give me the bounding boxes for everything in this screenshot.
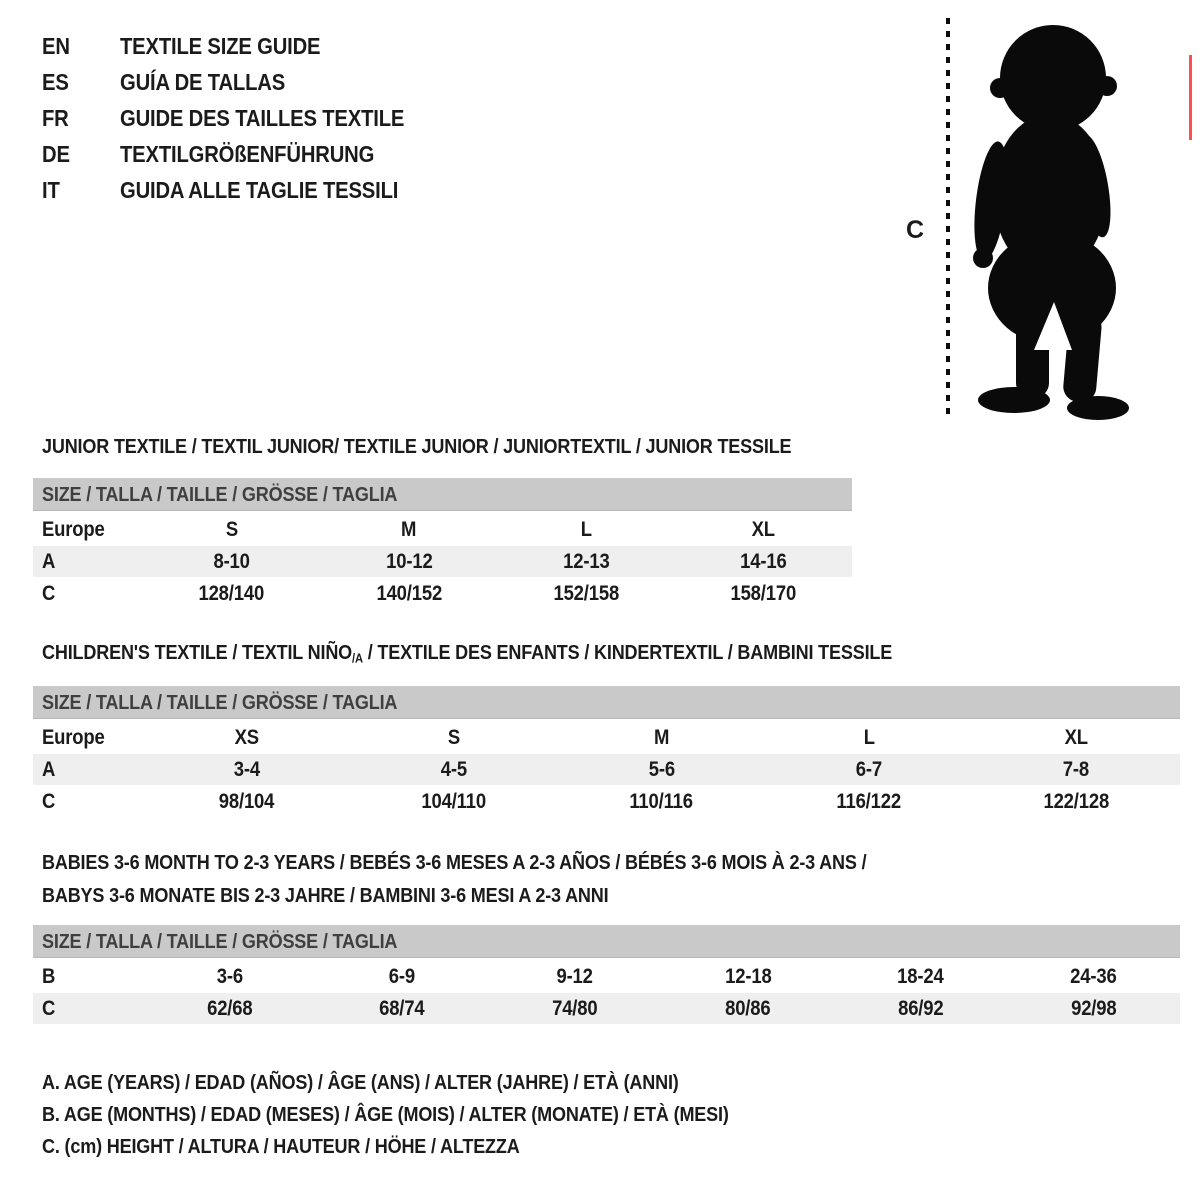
months-cell: 3-6 (216, 964, 243, 988)
age-cell: 12-13 (562, 549, 610, 573)
row-label: C (42, 996, 56, 1020)
language-row-es (42, 64, 443, 100)
guide-title-en: TEXTILE SIZE GUIDE (120, 32, 321, 59)
size-cell: XS (234, 725, 259, 749)
edge-red-line (1189, 55, 1192, 140)
months-cell: 12-18 (724, 964, 772, 988)
language-row-it (42, 172, 443, 208)
table-row-months (33, 961, 1180, 992)
size-header-bar: SIZE / TALLA / TAILLE / GRÖSSE / TAGLIA (33, 925, 1180, 958)
table-row-europe (33, 514, 852, 545)
junior-section-title: JUNIOR TEXTILE / TEXTIL JUNIOR/ TEXTILE JUNIOR / JUNIORTEXTIL / JUNIOR TESSILE (42, 435, 792, 458)
size-cell: M (653, 725, 670, 749)
children-section-title: CHILDREN'S TEXTILE / TEXTIL $NIÑO_{/A}$ / TEXTILE DES ENFANTS / KINDERTEXTIL / BAMBINI TESSILE (42, 641, 893, 666)
age-cell: 14-16 (740, 549, 787, 573)
guide-title-de: TEXTILGRÖßENFÜHRUNG (120, 140, 375, 167)
height-cell: 74/80 (552, 996, 598, 1020)
language-row-en (42, 28, 443, 64)
height-cell: 92/98 (1070, 996, 1117, 1020)
size-cell: L (863, 725, 875, 749)
age-cell: 5-6 (648, 757, 675, 781)
height-cell: 80/86 (725, 996, 771, 1020)
toddler-silhouette-icon (958, 16, 1153, 420)
age-cell: 4-5 (441, 757, 468, 781)
height-cell: 68/74 (379, 996, 425, 1020)
table-row-height (33, 578, 852, 609)
babies-size-table (33, 925, 1180, 1025)
age-cell: 6-7 (855, 757, 883, 781)
height-cell: 122/128 (1043, 789, 1110, 813)
height-cell: 104/110 (421, 789, 487, 813)
language-row-de (42, 136, 443, 172)
row-label: B (42, 964, 56, 988)
age-cell: 8-10 (213, 549, 250, 573)
junior-size-table (33, 478, 852, 610)
months-cell: 24-36 (1070, 964, 1117, 988)
row-label: A (42, 549, 56, 573)
legend-line-b: B. AGE (MONTHS) / EDAD (MESES) / ÂGE (MOIS) / ALTER (MONATE) / ETÀ (MESI) (42, 1103, 729, 1126)
size-cell: XL (1064, 725, 1088, 749)
language-code: FR (42, 104, 69, 131)
height-cell: 86/92 (898, 996, 944, 1020)
language-code: EN (42, 32, 70, 59)
babies-section-title: BABIES 3-6 MONTH TO 2-3 YEARS / BEBÉS 3-6 MESES A 2-3 AÑOS / BÉBÉS 3-6 MOIS À 2-3 ANS / BABYS 3-6 MONATE BIS 2-3 JAHRE / BAMBINI 3-6 MESI A 2-3 ANNI (42, 851, 867, 907)
language-code: IT (42, 176, 60, 203)
months-cell: 6-9 (389, 964, 416, 988)
table-row-europe (33, 722, 1180, 753)
children-size-table (33, 686, 1180, 818)
size-header-bar: SIZE / TALLA / TAILLE / GRÖSSE / TAGLIA (33, 686, 1180, 719)
height-cell: 140/152 (376, 581, 442, 605)
guide-title-es: GUÍA DE TALLAS (120, 68, 286, 95)
table-row-height (33, 786, 1180, 817)
row-label: C (42, 789, 56, 813)
height-cell: 158/170 (730, 581, 797, 605)
size-cell: M (401, 517, 417, 541)
language-code: DE (42, 140, 70, 167)
months-cell: 18-24 (897, 964, 944, 988)
guide-title-fr: GUIDE DES TAILLES TEXTILE (120, 104, 405, 131)
row-label: A (42, 757, 56, 781)
size-cell: XL (751, 517, 776, 541)
legend-line-c: C. (cm) HEIGHT / ALTURA / HAUTEUR / HÖHE / ALTEZZA (42, 1135, 520, 1158)
row-label: Europe (42, 725, 105, 749)
age-cell: 10-12 (385, 549, 433, 573)
language-code: ES (42, 68, 69, 95)
age-cell: 7-8 (1063, 757, 1090, 781)
measurement-legend (42, 1067, 822, 1163)
height-cell: 98/104 (218, 789, 275, 813)
table-row-age (33, 754, 1180, 785)
height-cell: 116/122 (836, 789, 902, 813)
height-cell: 62/68 (206, 996, 253, 1020)
size-cell: S (448, 725, 461, 749)
language-title-block (42, 28, 443, 208)
table-row-height (33, 993, 1180, 1024)
row-label: C (42, 581, 56, 605)
legend-line-a: A. AGE (YEARS) / EDAD (AÑOS) / ÂGE (ANS) / ALTER (JAHRE) / ETÀ (ANNI) (42, 1071, 679, 1094)
height-cell: 128/140 (198, 581, 265, 605)
row-label: Europe (42, 517, 105, 541)
guide-title-it: GUIDA ALLE TAGLIE TESSILI (120, 176, 399, 203)
height-measure-label: C (906, 216, 925, 244)
height-dashed-line-icon (944, 16, 952, 420)
table-row-age (33, 546, 852, 577)
height-cell: 152/158 (553, 581, 619, 605)
size-header-bar: SIZE / TALLA / TAILLE / GRÖSSE / TAGLIA (33, 478, 852, 511)
age-cell: 3-4 (233, 757, 260, 781)
size-cell: L (580, 517, 592, 541)
height-cell: 110/116 (629, 789, 694, 813)
months-cell: 9-12 (556, 964, 594, 988)
size-cell: S (225, 517, 238, 541)
language-row-fr (42, 100, 443, 136)
